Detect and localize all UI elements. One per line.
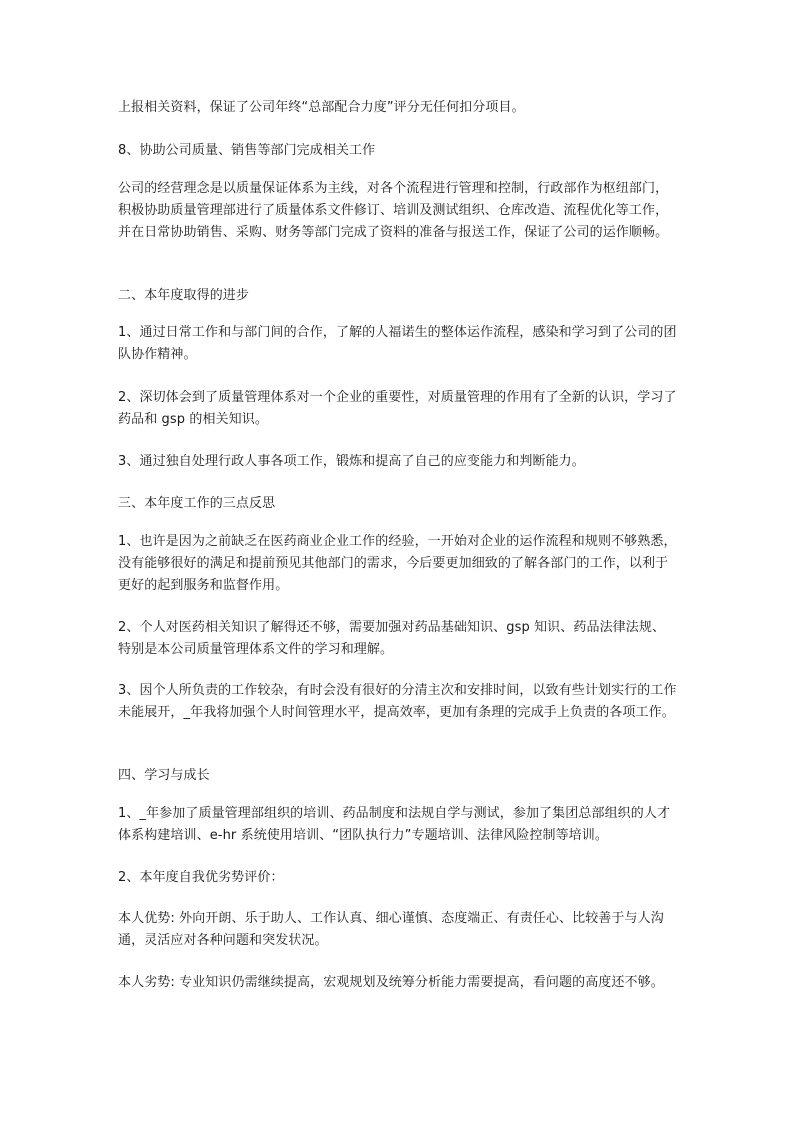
paragraph-progress-1: 1、通过日常工作和与部门间的合作，了解的人福诺生的整体运作流程，感染和学习到了公司的团队协作精神。 (118, 325, 677, 362)
paragraph-strengths: 本人优势: 外向开朗、乐于助人、工作认真、细心谨慎、态度端正、有责任心、比较善于与人沟通，灵活应对各种问题和突发状况。 (118, 911, 664, 948)
section-2-heading: 二、本年度取得的进步 (118, 288, 250, 303)
section-4-heading: 四、学习与成长 (118, 768, 210, 783)
paragraph-weaknesses: 本人劣势: 专业知识仍需继续提高，宏观规划及统筹分析能力需要提高，看问题的高度还不够。 (118, 975, 664, 990)
paragraph-reflection-3: 3、因个人所负责的工作较杂，有时会没有很好的分清主次和安排时间，以致有些计划实行的工作未能展开，_年我将加强个人时间管理水平，提高效率，更加有条理的完成手上负责的各项工作。 (118, 683, 677, 720)
section-item-8-heading: 8、协助公司质量、销售等部门完成相关工作 (118, 143, 376, 158)
paragraph-learning-2: 2、本年度自我优劣势评价： (118, 870, 284, 885)
section-3-heading: 三、本年度工作的三点反思 (118, 496, 276, 511)
paragraph-progress-2: 2、深切体会到了质量管理体系对一个企业的重要性，对质量管理的作用有了全新的认识，学习了药品和 gsp 的相关知识。 (118, 390, 677, 427)
paragraph-report-materials: 上报相关资料，保证了公司年终“总部配合力度”评分无任何扣分项目。 (118, 100, 525, 115)
paragraph-reflection-2: 2、个人对医药相关知识了解得还不够，需要加强对药品基础知识、gsp 知识、药品法律法规、特别是本公司质量管理体系文件的学习和理解。 (118, 620, 666, 657)
paragraph-reflection-1: 1、也许是因为之前缺乏在医药商业企业工作的经验，一开始对企业的运作流程和规则不够熟悉，没有能够很好的满足和提前预见其他部门的需求，今后要更加细致的了解各部门的工作，以利于更好的起到服务和监督作用。 (118, 534, 677, 593)
paragraph-progress-3: 3、通过独自处理行政人事各项工作，锻炼和提高了自己的应变能力和判断能力。 (118, 454, 585, 469)
paragraph-learning-1: 1、_年参加了质量管理部组织的培训、药品制度和法规自学与测试，参加了集团总部组织的人才体系构建培训、e-hr 系统使用培训、“团队执行力”专题培训、法律风险控制等培训。 (118, 806, 671, 843)
paragraph-management-philosophy: 公司的经营理念是以质量保证体系为主线，对各个流程进行管理和控制，行政部作为枢纽部门，积极协助质量管理部进行了质量体系文件修订、培训及测试组织、仓库改造、流程优化等工作，并在日常协助销售、采购、财务等部门完成了资料的准备与报送工作，保证了公司的运作顺畅。 (118, 181, 669, 240)
